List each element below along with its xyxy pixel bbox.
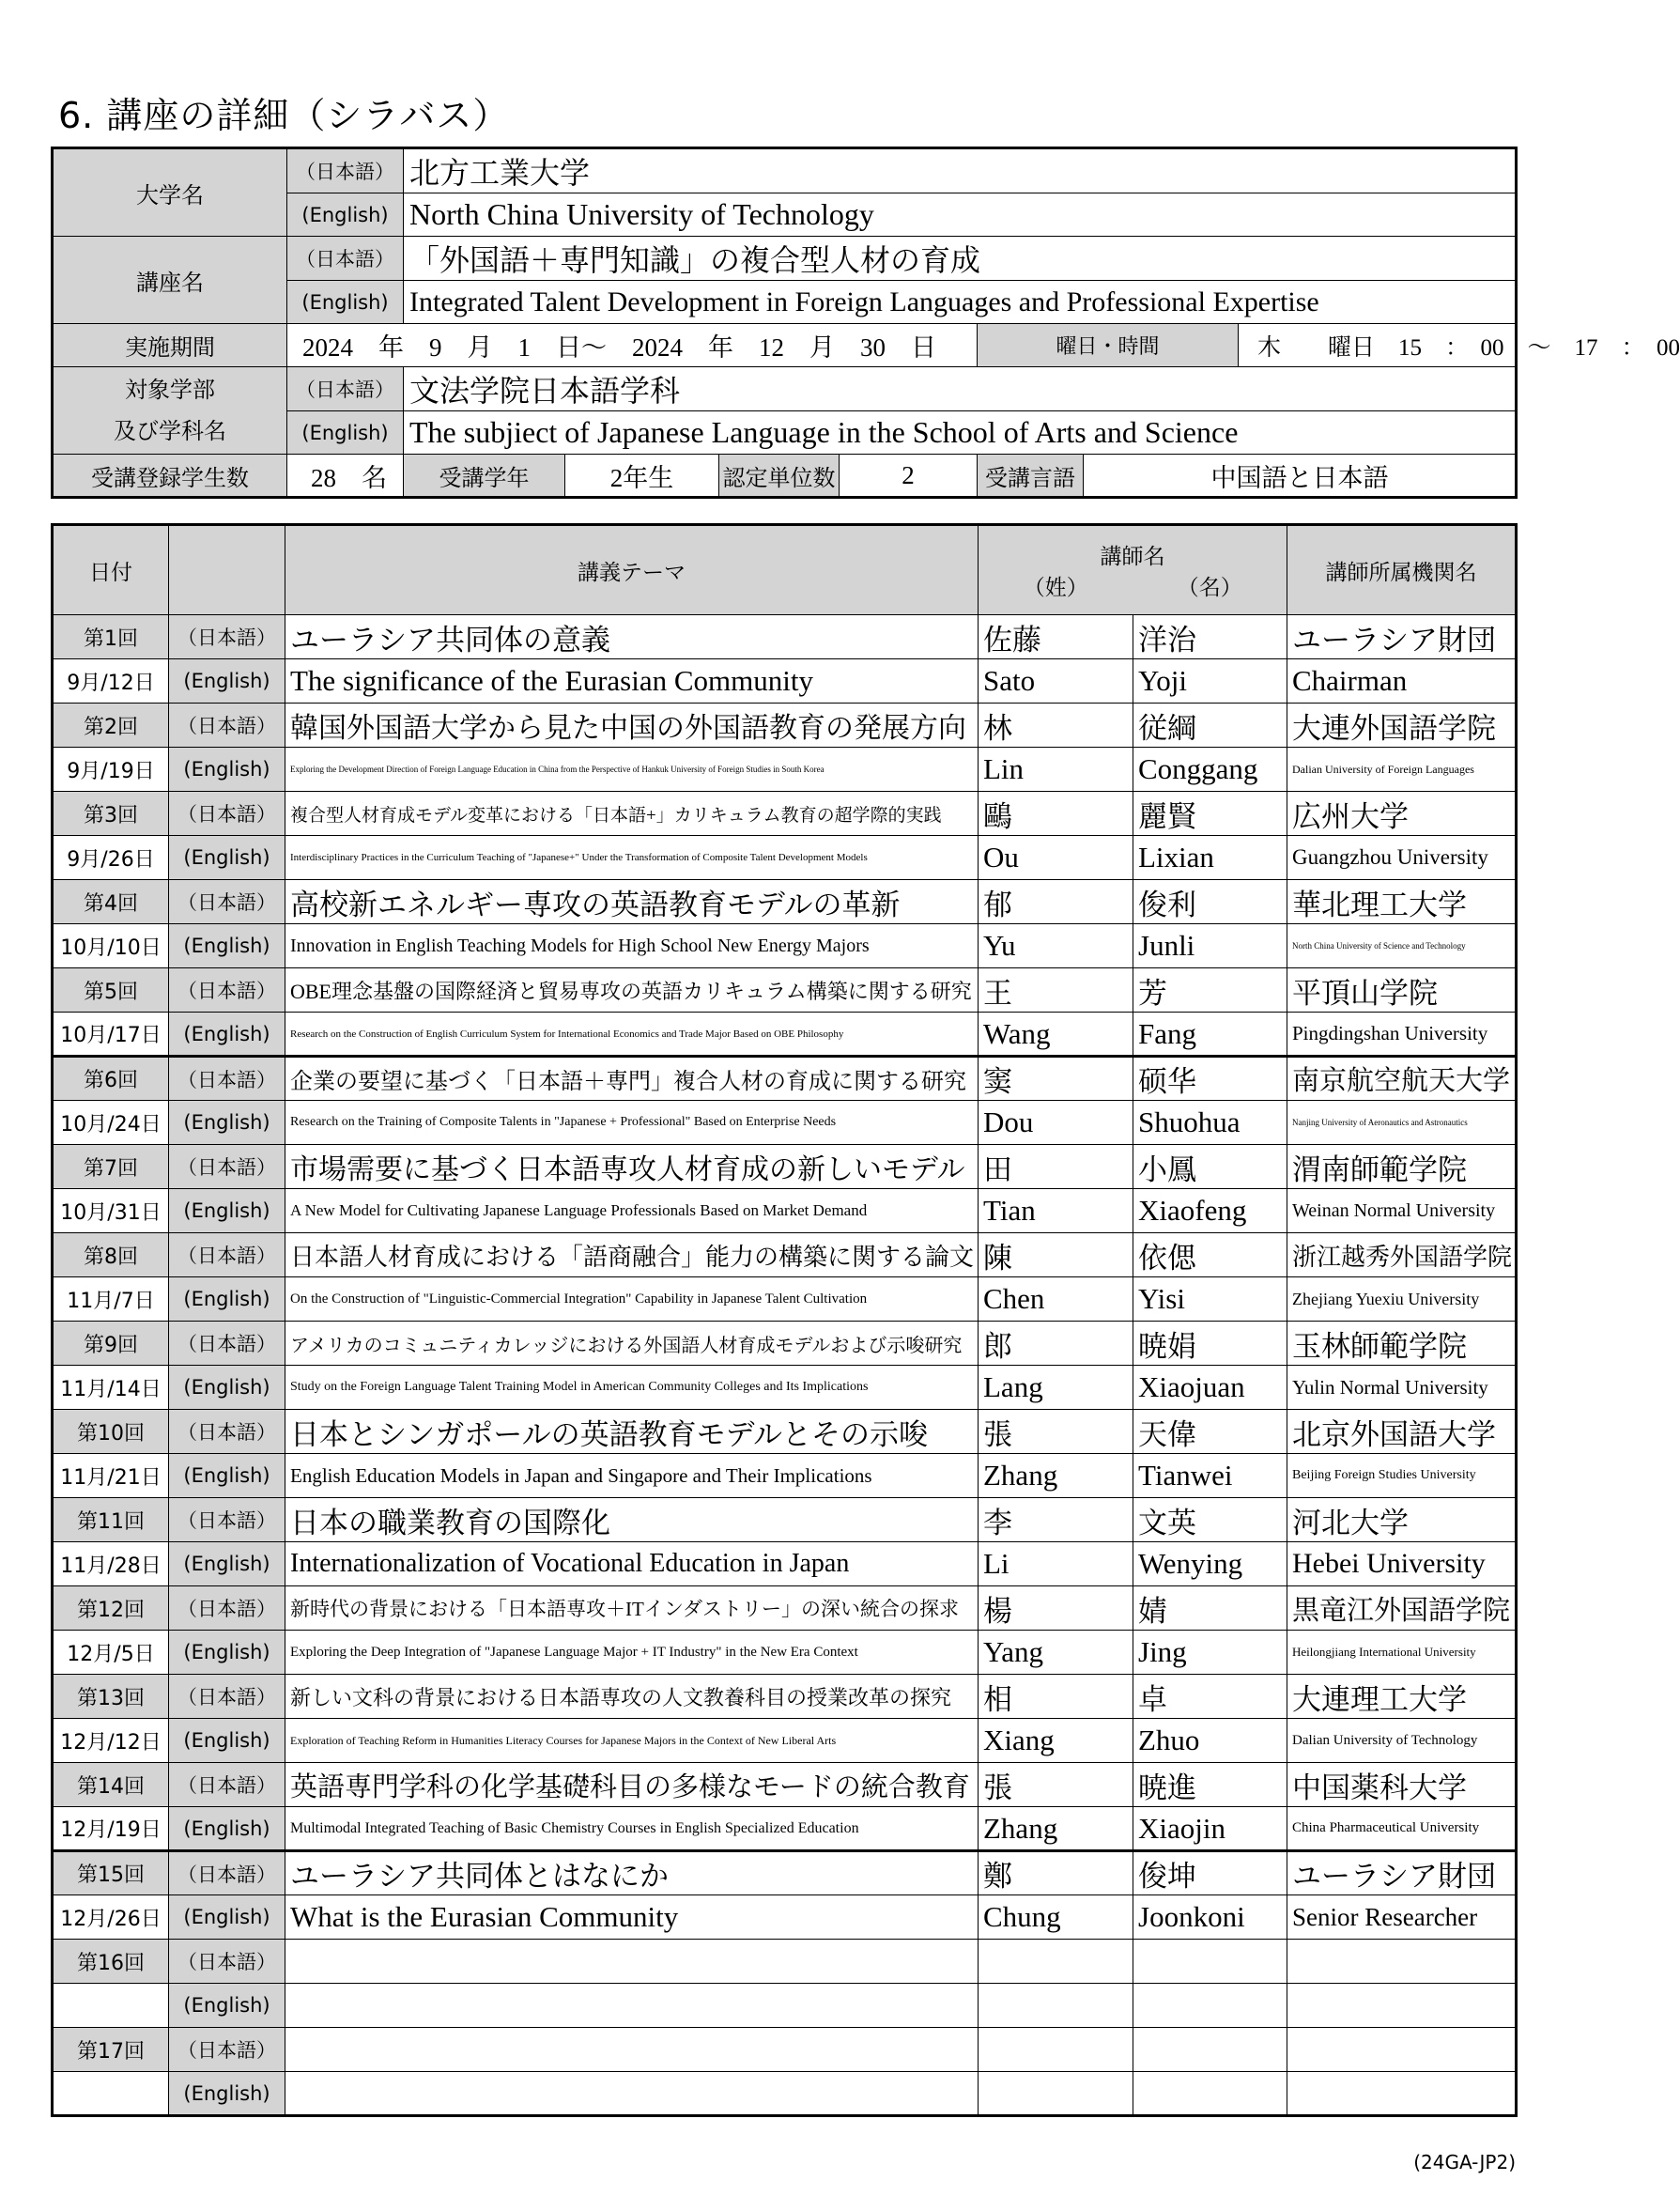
affiliation-en: Yulin Normal University <box>1287 1366 1517 1410</box>
lecture-theme-jp: 新時代の背景における「日本語専攻＋ITインダストリー」の深い統合の探求 <box>285 1586 979 1631</box>
jp-tag: （日本語） <box>287 237 404 281</box>
en-tag: (English) <box>169 659 285 704</box>
lecturer-given-name-en: Conggang <box>1133 748 1287 792</box>
jp-tag: （日本語） <box>169 792 285 836</box>
year-value: 2年生 <box>565 455 719 498</box>
affiliation-en: China Pharmaceutical University <box>1287 1807 1517 1851</box>
session-row-jp <box>53 1586 1517 1631</box>
affiliation-jp <box>1287 1940 1517 1984</box>
lecture-theme-en: Research on the Construction of English Curriculum System for International Economics and Trade Major Based on OBE Philosophy <box>285 1013 979 1057</box>
session-number: 第14回 <box>53 1763 169 1807</box>
en-tag: (English) <box>169 1542 285 1586</box>
lecturer-given-name-jp: 硕华 <box>1133 1057 1287 1101</box>
session-row-en <box>53 1719 1517 1763</box>
session-row-jp <box>53 2028 1517 2072</box>
session-row-en <box>53 748 1517 792</box>
affiliation-en <box>1287 1984 1517 2028</box>
en-tag: (English) <box>287 193 404 237</box>
session-row-jp <box>53 968 1517 1013</box>
affiliation-jp: 渭南師範学院 <box>1287 1145 1517 1189</box>
session-number: 第12回 <box>53 1586 169 1631</box>
schedule-body <box>53 615 1517 2116</box>
session-row-jp <box>53 1851 1517 1895</box>
session-date: 10月/24日 <box>53 1101 169 1145</box>
lecture-theme-en: Exploring the Development Direction of Foreign Language Education in China from the Perspective of Hankuk University of Foreign Studies in South Korea <box>285 748 979 792</box>
session-date: 11月/28日 <box>53 1542 169 1586</box>
lecturer-surname-en: Xiang <box>979 1719 1133 1763</box>
session-date: 12月/26日 <box>53 1895 169 1940</box>
affiliation-en: Hebei University <box>1287 1542 1517 1586</box>
affiliation-en: Chairman <box>1287 659 1517 704</box>
session-date: 9月/12日 <box>53 659 169 704</box>
session-number: 第15回 <box>53 1851 169 1895</box>
lecturer-given-name-jp: 暁娟 <box>1133 1322 1287 1366</box>
jp-tag: （日本語） <box>169 615 285 659</box>
period-value: 2024 年 9 月 1 日～ 2024 年 12 月 30 日 <box>287 324 978 367</box>
lecturer-given-name-en: Wenying <box>1133 1542 1287 1586</box>
lecturer-surname-jp: 相 <box>979 1675 1133 1719</box>
university-label: 大学名 <box>53 148 287 237</box>
header-given-name: （名） <box>1133 570 1287 615</box>
lecture-theme-en: English Education Models in Japan and Singapore and Their Implications <box>285 1454 979 1498</box>
session-number: 第17回 <box>53 2028 169 2072</box>
en-tag: (English) <box>169 836 285 880</box>
en-tag: (English) <box>287 281 404 324</box>
jp-tag: （日本語） <box>169 880 285 924</box>
session-row-en <box>53 659 1517 704</box>
lecturer-given-name-en: Joonkoni <box>1133 1895 1287 1940</box>
lecturer-surname-en: Chung <box>979 1895 1133 1940</box>
jp-tag: （日本語） <box>169 1586 285 1631</box>
affiliation-jp: 平頂山学院 <box>1287 968 1517 1013</box>
session-row-jp <box>53 1675 1517 1719</box>
affiliation-jp: 南京航空航天大学 <box>1287 1057 1517 1101</box>
session-date: 9月/19日 <box>53 748 169 792</box>
session-number: 第6回 <box>53 1057 169 1101</box>
session-date: 9月/26日 <box>53 836 169 880</box>
lecturer-given-name-jp: 文英 <box>1133 1498 1287 1542</box>
header-blank <box>169 525 285 615</box>
session-row-en <box>53 1542 1517 1586</box>
session-row-jp <box>53 1763 1517 1807</box>
affiliation-en: Pingdingshan University <box>1287 1013 1517 1057</box>
session-row-jp <box>53 615 1517 659</box>
lecture-theme-en: Innovation in English Teaching Models for High School New Energy Majors <box>285 924 979 968</box>
lecturer-surname-en: Yu <box>979 924 1133 968</box>
affiliation-jp: 河北大学 <box>1287 1498 1517 1542</box>
jp-tag: （日本語） <box>169 1322 285 1366</box>
affiliation-jp: 北京外国語大学 <box>1287 1410 1517 1454</box>
affiliation-en <box>1287 2072 1517 2116</box>
en-tag: (English) <box>169 748 285 792</box>
lecturer-surname-jp <box>979 2028 1133 2072</box>
affiliation-en: Senior Researcher <box>1287 1895 1517 1940</box>
lecturer-given-name-jp: 卓 <box>1133 1675 1287 1719</box>
affiliation-en: Dalian University of Foreign Languages <box>1287 748 1517 792</box>
lecturer-surname-jp: 郎 <box>979 1322 1133 1366</box>
department-en: The subjiect of Japanese Language in the School of Arts and Science <box>404 411 1517 455</box>
jp-tag: （日本語） <box>169 1233 285 1277</box>
affiliation-jp: 広州大学 <box>1287 792 1517 836</box>
session-number: 第10回 <box>53 1410 169 1454</box>
lecturer-surname-en: Sato <box>979 659 1133 704</box>
lecturer-given-name-en: Shuohua <box>1133 1101 1287 1145</box>
session-row-jp <box>53 1410 1517 1454</box>
year-label: 受講学年 <box>404 455 565 498</box>
affiliation-jp: 黒竜江外国語学院 <box>1287 1586 1517 1631</box>
jp-tag: （日本語） <box>169 1763 285 1807</box>
session-date: 11月/21日 <box>53 1454 169 1498</box>
lecture-theme-en: What is the Eurasian Community <box>285 1895 979 1940</box>
session-number: 第8回 <box>53 1233 169 1277</box>
lecture-theme-jp: 日本語人材育成における「語商融合」能力の構築に関する論文 <box>285 1233 979 1277</box>
day-time-label: 曜日・時間 <box>978 324 1239 367</box>
jp-tag: （日本語） <box>169 1675 285 1719</box>
lecture-theme-en: Exploring the Deep Integration of "Japanese Language Major + IT Industry" in the New Era Context <box>285 1631 979 1675</box>
session-number: 第13回 <box>53 1675 169 1719</box>
session-number: 第2回 <box>53 704 169 748</box>
university-name-en: North China University of Technology <box>404 193 1517 237</box>
session-row-en <box>53 836 1517 880</box>
en-tag: (English) <box>169 1895 285 1940</box>
en-tag: (English) <box>169 1719 285 1763</box>
lecturer-given-name-jp: 暁進 <box>1133 1763 1287 1807</box>
lecturer-surname-en: Ou <box>979 836 1133 880</box>
lecturer-given-name-en <box>1133 1984 1287 2028</box>
affiliation-en: Heilongjiang International University <box>1287 1631 1517 1675</box>
session-row-en <box>53 2072 1517 2116</box>
lecture-theme-en: A New Model for Cultivating Japanese Language Professionals Based on Market Demand <box>285 1189 979 1233</box>
lecture-theme-jp: 企業の要望に基づく「日本語＋専門」複合人材の育成に関する研究 <box>285 1057 979 1101</box>
jp-tag: （日本語） <box>169 968 285 1013</box>
lecturer-surname-en: Zhang <box>979 1807 1133 1851</box>
lecture-theme-jp: 英語専門学科の化学基礎科目の多様なモードの統合教育 <box>285 1763 979 1807</box>
lecturer-surname-en: Chen <box>979 1277 1133 1322</box>
lecture-theme-jp: 日本とシンガポールの英語教育モデルとその示唆 <box>285 1410 979 1454</box>
students-label: 受講登録学生数 <box>53 455 287 498</box>
session-date <box>53 2072 169 2116</box>
session-date: 10月/17日 <box>53 1013 169 1057</box>
course-info-table <box>51 147 1680 499</box>
day-time-value: 木 曜日 15 ： 00 ～ 17 ： 00 <box>1239 324 1517 367</box>
session-number: 第5回 <box>53 968 169 1013</box>
lecturer-surname-jp: 郁 <box>979 880 1133 924</box>
header-date: 日付 <box>53 525 169 615</box>
lecturer-surname-jp: 張 <box>979 1763 1133 1807</box>
lecture-theme-jp <box>285 2028 979 2072</box>
lecturer-given-name-jp <box>1133 1940 1287 1984</box>
session-row-en <box>53 1101 1517 1145</box>
lecturer-surname-en: Wang <box>979 1013 1133 1057</box>
jp-tag: （日本語） <box>169 1145 285 1189</box>
session-number: 第9回 <box>53 1322 169 1366</box>
lecture-theme-jp: 日本の職業教育の国際化 <box>285 1498 979 1542</box>
lecture-theme-en: Internationalization of Vocational Education in Japan <box>285 1542 979 1586</box>
jp-tag: （日本語） <box>169 1498 285 1542</box>
session-row-jp <box>53 1145 1517 1189</box>
lecture-theme-jp: ユーラシア共同体とはなにか <box>285 1851 979 1895</box>
lecturer-surname-jp: 李 <box>979 1498 1133 1542</box>
affiliation-jp <box>1287 2028 1517 2072</box>
lecturer-surname-jp: 鷗 <box>979 792 1133 836</box>
session-date: 12月/5日 <box>53 1631 169 1675</box>
department-label-line2: 及び学科名 <box>114 418 226 444</box>
lecturer-given-name-en: Yoji <box>1133 659 1287 704</box>
session-row-en <box>53 924 1517 968</box>
affiliation-en: Beijing Foreign Studies University <box>1287 1454 1517 1498</box>
session-number: 第1回 <box>53 615 169 659</box>
session-number: 第3回 <box>53 792 169 836</box>
en-tag: (English) <box>287 411 404 455</box>
lecture-theme-en: The significance of the Eurasian Community <box>285 659 979 704</box>
jp-tag: （日本語） <box>169 1940 285 1984</box>
affiliation-en: Guangzhou University <box>1287 836 1517 880</box>
session-row-jp <box>53 792 1517 836</box>
lecturer-surname-jp <box>979 1940 1133 1984</box>
lecture-theme-en: Multimodal Integrated Teaching of Basic Chemistry Courses in English Specialized Education <box>285 1807 979 1851</box>
en-tag: (English) <box>169 1807 285 1851</box>
lecturer-surname-jp: 楊 <box>979 1586 1133 1631</box>
lecture-theme-en <box>285 2072 979 2116</box>
en-tag: (English) <box>169 1101 285 1145</box>
session-row-en <box>53 1631 1517 1675</box>
lecture-theme-jp: ユーラシア共同体の意義 <box>285 615 979 659</box>
lecture-theme-jp: 高校新エネルギー専攻の英語教育モデルの革新 <box>285 880 979 924</box>
lecturer-surname-en: Li <box>979 1542 1133 1586</box>
lecture-theme-en: Interdisciplinary Practices in the Curriculum Teaching of "Japanese+" Under the Transformation of Composite Talent Development Models <box>285 836 979 880</box>
lecturer-given-name-en: Yisi <box>1133 1277 1287 1322</box>
jp-tag: （日本語） <box>169 1851 285 1895</box>
lecturer-surname-en: Lin <box>979 748 1133 792</box>
affiliation-en: Nanjing University of Aeronautics and Astronautics <box>1287 1101 1517 1145</box>
session-row-en <box>53 1895 1517 1940</box>
course-name-jp: 「外国語＋専門知識」の複合型人材の育成 <box>404 237 1517 281</box>
session-row-en <box>53 1366 1517 1410</box>
lecturer-surname-jp: 田 <box>979 1145 1133 1189</box>
lecturer-given-name-jp: 天偉 <box>1133 1410 1287 1454</box>
session-row-jp <box>53 1940 1517 1984</box>
affiliation-jp: 華北理工大学 <box>1287 880 1517 924</box>
lecture-theme-jp: 新しい文科の背景における日本語専攻の人文教養科目の授業改革の探究 <box>285 1675 979 1719</box>
lecturer-surname-en: Zhang <box>979 1454 1133 1498</box>
lecturer-surname-jp: 張 <box>979 1410 1133 1454</box>
department-label-line1: 対象学部 <box>125 377 215 403</box>
lecture-theme-jp: アメリカのコミュニティカレッジにおける外国語人材育成モデルおよび示唆研究 <box>285 1322 979 1366</box>
jp-tag: （日本語） <box>169 1057 285 1101</box>
lecturer-surname-en <box>979 2072 1133 2116</box>
lecturer-given-name-en: Jing <box>1133 1631 1287 1675</box>
session-date: 12月/12日 <box>53 1719 169 1763</box>
lecturer-surname-jp: 陳 <box>979 1233 1133 1277</box>
lecture-theme-en <box>285 1984 979 2028</box>
lecturer-surname-jp: 佐藤 <box>979 615 1133 659</box>
lecturer-given-name-jp: 従綱 <box>1133 704 1287 748</box>
affiliation-en: North China University of Science and Technology <box>1287 924 1517 968</box>
en-tag: (English) <box>169 1189 285 1233</box>
lecture-theme-jp: 複合型人材育成モデル変革における「日本語+」カリキュラム教育の超学際的実践 <box>285 792 979 836</box>
lecturer-given-name-en: Xiaojuan <box>1133 1366 1287 1410</box>
session-row-jp <box>53 704 1517 748</box>
session-row-en <box>53 1277 1517 1322</box>
lecturer-surname-jp: 王 <box>979 968 1133 1013</box>
lecture-schedule-table <box>51 523 1518 2117</box>
en-tag: (English) <box>169 1984 285 2028</box>
header-lecturer: 講師名 <box>979 525 1287 570</box>
jp-tag: （日本語） <box>287 367 404 411</box>
affiliation-jp: ユーラシア財団 <box>1287 615 1517 659</box>
lecturer-given-name-en: Xiaojin <box>1133 1807 1287 1851</box>
session-number: 第11回 <box>53 1498 169 1542</box>
lecturer-given-name-en: Fang <box>1133 1013 1287 1057</box>
lecture-theme-jp: 市場需要に基づく日本語専攻人材育成の新しいモデル <box>285 1145 979 1189</box>
session-row-en <box>53 1013 1517 1057</box>
language-label: 受講言語 <box>978 455 1084 498</box>
affiliation-jp: 大連外国語学院 <box>1287 704 1517 748</box>
lecturer-given-name-jp: 依偲 <box>1133 1233 1287 1277</box>
header-surname: （姓） <box>979 570 1133 615</box>
session-date <box>53 1984 169 2028</box>
jp-tag: （日本語） <box>169 1410 285 1454</box>
lecture-theme-jp: OBE理念基盤の国際経済と貿易専攻の英語カリキュラム構築に関する研究 <box>285 968 979 1013</box>
lecturer-given-name-en: Xiaofeng <box>1133 1189 1287 1233</box>
session-number: 第4回 <box>53 880 169 924</box>
university-name-jp: 北方工業大学 <box>404 148 1517 193</box>
session-row-en <box>53 1454 1517 1498</box>
lecturer-surname-en: Yang <box>979 1631 1133 1675</box>
affiliation-en: Zhejiang Yuexiu University <box>1287 1277 1517 1322</box>
lecture-theme-jp <box>285 1940 979 1984</box>
lecture-theme-en: On the Construction of "Linguistic-Commercial Integration" Capability in Japanese Talent Cultivation <box>285 1277 979 1322</box>
session-row-jp <box>53 880 1517 924</box>
lecture-theme-en: Study on the Foreign Language Talent Training Model in American Community Colleges and Its Implications <box>285 1366 979 1410</box>
page-title: 6. 講座の詳細（シラバス） <box>58 95 510 136</box>
jp-tag: （日本語） <box>169 2028 285 2072</box>
students-value: 28 名 <box>287 455 404 498</box>
affiliation-jp: 中国薬科大学 <box>1287 1763 1517 1807</box>
session-date: 11月/14日 <box>53 1366 169 1410</box>
session-row-jp <box>53 1233 1517 1277</box>
affiliation-jp: 浙江越秀外国語学院 <box>1287 1233 1517 1277</box>
lecturer-given-name-en: Zhuo <box>1133 1719 1287 1763</box>
lecture-theme-en: Research on the Training of Composite Talents in "Japanese + Professional" Based on Enterprise Needs <box>285 1101 979 1145</box>
en-tag: (English) <box>169 1366 285 1410</box>
document-code: (24GA-JP2) <box>1413 2151 1516 2173</box>
affiliation-en: Dalian University of Technology <box>1287 1719 1517 1763</box>
lecturer-surname-en: Lang <box>979 1366 1133 1410</box>
lecturer-given-name-en: Junli <box>1133 924 1287 968</box>
lecturer-given-name-en <box>1133 2072 1287 2116</box>
lecturer-given-name-jp: 婧 <box>1133 1586 1287 1631</box>
course-name-en: Integrated Talent Development in Foreign Languages and Professional Expertise <box>404 281 1517 324</box>
session-date: 10月/31日 <box>53 1189 169 1233</box>
en-tag: (English) <box>169 2072 285 2116</box>
department-jp: 文法学院日本語学科 <box>404 367 1517 411</box>
session-row-jp <box>53 1322 1517 1366</box>
lecturer-given-name-en: Tianwei <box>1133 1454 1287 1498</box>
jp-tag: （日本語） <box>169 704 285 748</box>
en-tag: (English) <box>169 1454 285 1498</box>
en-tag: (English) <box>169 1013 285 1057</box>
lecturer-given-name-jp: 麗賢 <box>1133 792 1287 836</box>
session-row-en <box>53 1189 1517 1233</box>
session-row-en <box>53 1984 1517 2028</box>
lecturer-surname-jp: 鄭 <box>979 1851 1133 1895</box>
session-row-jp <box>53 1498 1517 1542</box>
lecturer-given-name-jp: 俊坤 <box>1133 1851 1287 1895</box>
credits-value: 2 <box>840 455 978 498</box>
course-label: 講座名 <box>53 237 287 324</box>
lecturer-given-name-jp: 小鳳 <box>1133 1145 1287 1189</box>
header-theme: 講義テーマ <box>285 525 979 615</box>
session-number: 第7回 <box>53 1145 169 1189</box>
lecturer-given-name-jp: 俊利 <box>1133 880 1287 924</box>
session-row-jp <box>53 1057 1517 1101</box>
lecturer-given-name-jp <box>1133 2028 1287 2072</box>
lecturer-surname-jp: 窦 <box>979 1057 1133 1101</box>
lecture-theme-en: Exploration of Teaching Reform in Humanities Literacy Courses for Japanese Majors in the Context of New Liberal Arts <box>285 1719 979 1763</box>
lecture-theme-jp: 韓国外国語大学から見た中国の外国語教育の発展方向 <box>285 704 979 748</box>
jp-tag: （日本語） <box>287 148 404 193</box>
session-row-en <box>53 1807 1517 1851</box>
session-number: 第16回 <box>53 1940 169 1984</box>
affiliation-jp: 大連理工大学 <box>1287 1675 1517 1719</box>
affiliation-jp: ユーラシア財団 <box>1287 1851 1517 1895</box>
period-label: 実施期間 <box>53 324 287 367</box>
lecturer-surname-en <box>979 1984 1133 2028</box>
language-value: 中国語と日本語 <box>1084 455 1517 498</box>
lecturer-surname-en: Dou <box>979 1101 1133 1145</box>
lecturer-given-name-jp: 洋治 <box>1133 615 1287 659</box>
lecturer-surname-jp: 林 <box>979 704 1133 748</box>
header-affiliation: 講師所属機関名 <box>1287 525 1517 615</box>
session-date: 12月/19日 <box>53 1807 169 1851</box>
affiliation-jp: 玉林師範学院 <box>1287 1322 1517 1366</box>
lecturer-given-name-en: Lixian <box>1133 836 1287 880</box>
department-label <box>53 367 287 455</box>
session-date: 11月/7日 <box>53 1277 169 1322</box>
credits-label: 認定単位数 <box>719 455 840 498</box>
lecturer-surname-en: Tian <box>979 1189 1133 1233</box>
lecturer-given-name-jp: 芳 <box>1133 968 1287 1013</box>
en-tag: (English) <box>169 1277 285 1322</box>
affiliation-en: Weinan Normal University <box>1287 1189 1517 1233</box>
session-date: 10月/10日 <box>53 924 169 968</box>
en-tag: (English) <box>169 1631 285 1675</box>
en-tag: (English) <box>169 924 285 968</box>
